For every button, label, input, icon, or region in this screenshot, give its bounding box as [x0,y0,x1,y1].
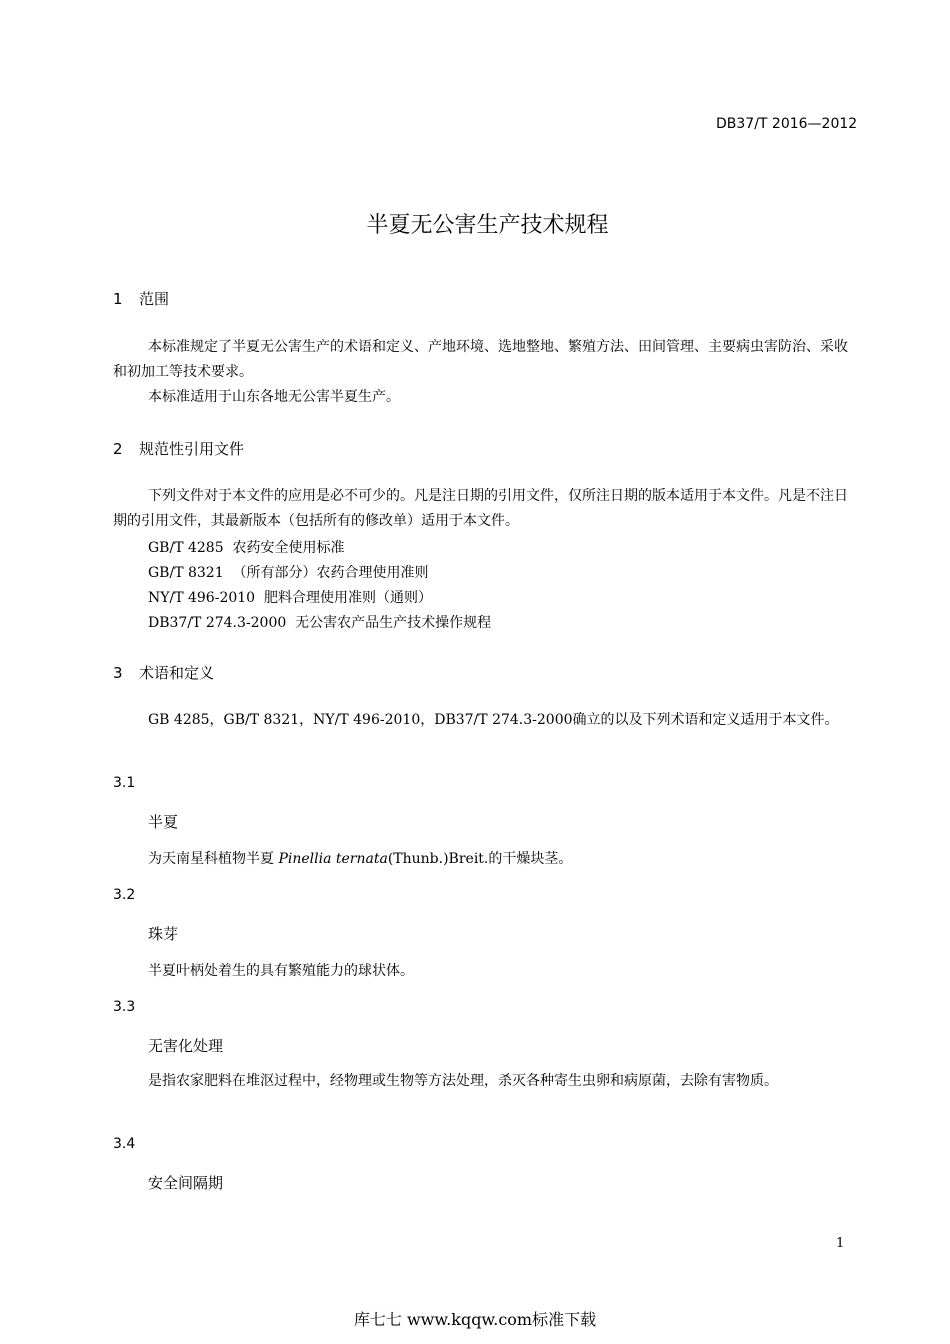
term-name: 半夏 [148,813,179,831]
latin-name: Pinellia ternata [278,851,388,867]
terms-intro-paragraph: GB 4285，GB/T 8321，NY/T 496-2010，DB37/T 274.3-2000确立的以及下列术语和定义适用于本文件。 [148,712,839,728]
section-title: 术语和定义 [139,664,215,682]
definition-text: (Thunb.)Breit.的干燥块茎。 [387,851,573,867]
section-number: 1 [113,290,123,308]
section-title: 范围 [139,290,170,308]
footer-text: 库七七 www.kqqw.com标准下载 [353,1310,597,1329]
term-name: 无害化处理 [148,1037,224,1055]
reference-item: GB/T 4285 农药安全使用标准 [148,540,345,556]
term-definition: 是指农家肥料在堆沤过程中，经物理或生物等方法处理，杀灭各种寄生虫卵和病原菌，去除有害物质。 [148,1073,778,1089]
document-number: DB37/T 2016—2012 [716,116,858,132]
references-intro-paragraph: 下列文件对于本文件的应用是必不可少的。凡是注日期的引用文件，仅所注日期的版本适用于本文件。凡是不注日期的引用文件，其最新版本（包括所有的修改单）适用于本文件。 [113,488,848,529]
section-2-heading [113,438,244,459]
reference-item: DB37/T 274.3-2000 无公害农产品生产技术操作规程 [148,615,492,631]
term-name: 珠芽 [148,925,179,943]
reference-item: GB/T 8321 （所有部分）农药合理使用准则 [148,565,429,581]
term-definition: 半夏叶柄处着生的具有繁殖能力的球状体。 [148,963,414,979]
term-name: 安全间隔期 [148,1174,224,1192]
section-number: 3 [113,664,123,682]
section-number: 2 [113,440,123,458]
scope-paragraph-2: 本标准适用于山东各地无公害半夏生产。 [148,389,400,405]
subsection-number: 3.4 [113,1136,136,1152]
subsection-number: 3.2 [113,887,136,903]
subsection-number: 3.1 [113,775,136,791]
page-number: 1 [836,1236,845,1251]
page-title: 半夏无公害生产技术规程 [366,213,609,238]
section-title: 规范性引用文件 [139,440,245,458]
term-definition [148,848,572,868]
reference-item: NY/T 496-2010 肥料合理使用准则（通则） [148,590,432,606]
definition-text: 为天南星科植物半夏 [148,851,279,867]
subsection-number: 3.3 [113,999,136,1015]
section-3-heading [113,662,214,683]
scope-paragraph-1: 本标准规定了半夏无公害生产的术语和定义、产地环境、选地整地、繁殖方法、田间管理、主要病虫害防治、采收和初加工等技术要求。 [113,339,848,380]
section-1-heading [113,288,169,309]
